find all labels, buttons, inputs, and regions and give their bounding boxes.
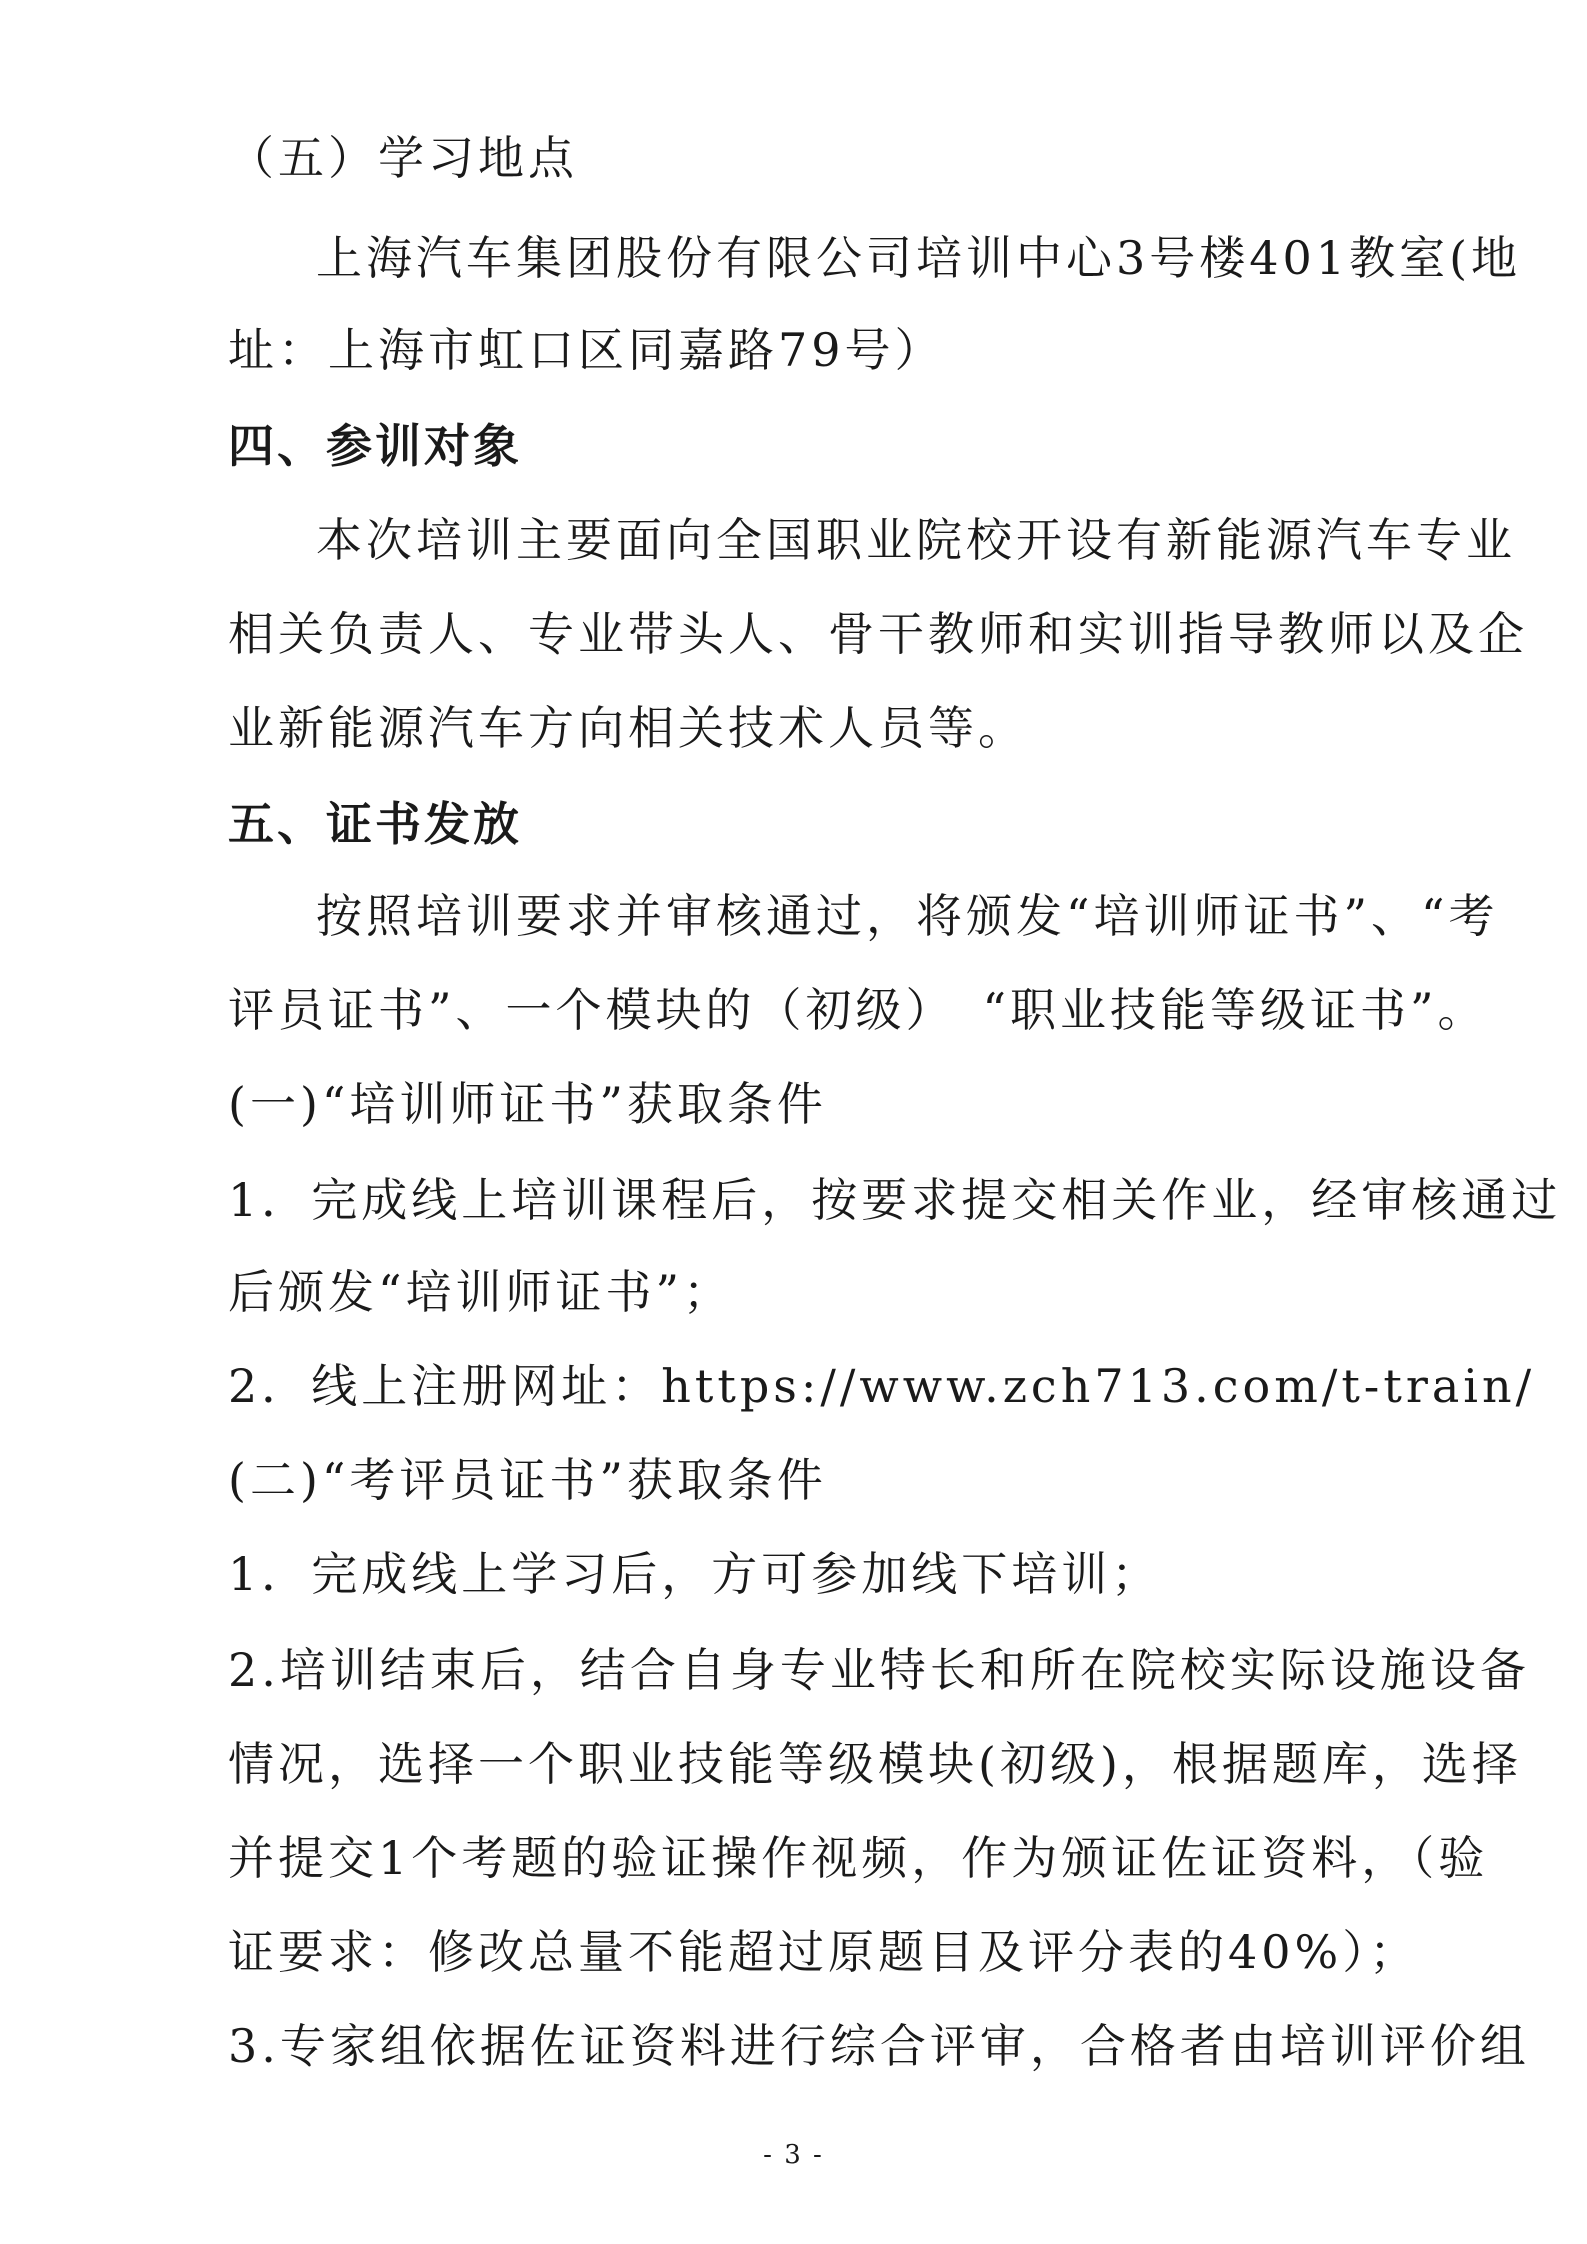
evaluator-item-2-line-3: 并提交1个考题的验证操作视频，作为颁证佐证资料，（验 [228, 1831, 1489, 1885]
trainer-item-1-line-2: 后颁发“培训师证书”； [228, 1265, 734, 1319]
evaluator-item-2-line-4: 证要求：修改总量不能超过原题目及评分表的40%）； [228, 1925, 1420, 1979]
trainer-item-2-registration-url: 2．线上注册网址：https://www.zch713.com/t-train/ [228, 1359, 1536, 1413]
evaluator-item-2-line-2: 情况，选择一个职业技能等级模块(初级)，根据题库，选择 [228, 1737, 1522, 1791]
paragraph-participants-line-3: 业新能源汽车方向相关技术人员等。 [228, 701, 1028, 755]
subsection-heading-location: （五）学习地点 [228, 131, 578, 185]
subsection-heading-evaluator-certificate: (二)“考评员证书”获取条件 [228, 1453, 827, 1507]
paragraph-location-line-2: 址：上海市虹口区同嘉路79号） [228, 323, 945, 377]
paragraph-certificates-line-1: 按照培训要求并审核通过，将颁发“培训师证书”、“考 [316, 889, 1499, 943]
trainer-item-1-line-1: 1．完成线上培训课程后，按要求提交相关作业，经审核通过 [228, 1173, 1562, 1227]
evaluator-item-1: 1．完成线上学习后，方可参加线下培训； [228, 1547, 1162, 1601]
evaluator-item-2-line-1: 2.培训结束后，结合自身专业特长和所在院校实际设施设备 [228, 1643, 1530, 1697]
page-number: - 3 - [763, 2140, 824, 2170]
paragraph-certificates-line-2: 评员证书”、一个模块的（初级） “职业技能等级证书”。 [228, 983, 1488, 1037]
evaluator-item-3-line-1: 3.专家组依据佐证资料进行综合评审，合格者由培训评价组 [228, 2019, 1530, 2073]
section-heading-certificates: 五、证书发放 [228, 797, 522, 851]
subsection-heading-trainer-certificate: (一)“培训师证书”获取条件 [228, 1077, 827, 1131]
paragraph-location-line-1: 上海汽车集团股份有限公司培训中心3号楼401教室(地 [316, 231, 1522, 285]
section-heading-participants: 四、参训对象 [228, 419, 522, 473]
paragraph-participants-line-1: 本次培训主要面向全国职业院校开设有新能源汽车专业 [316, 513, 1516, 567]
paragraph-participants-line-2: 相关负责人、专业带头人、骨干教师和实训指导教师以及企 [228, 607, 1528, 661]
